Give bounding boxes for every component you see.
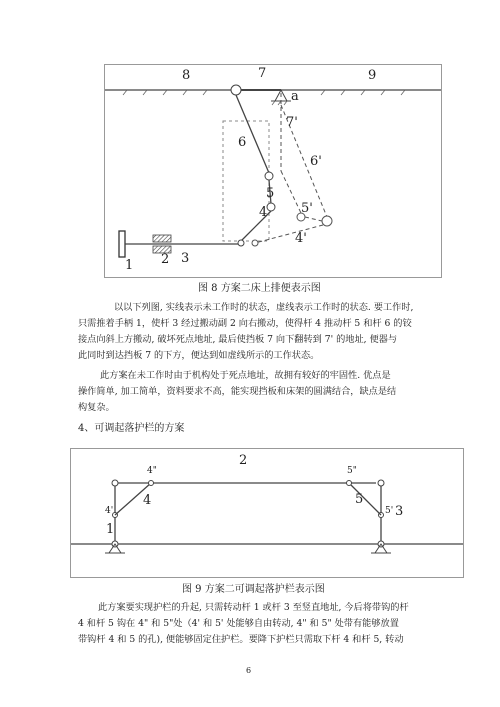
label-4: 4 [259, 205, 268, 220]
figure-9 [70, 448, 464, 578]
label-5-prime: 5' [385, 506, 394, 516]
label-4-prime: 4' [295, 231, 307, 246]
label-2: 2 [239, 453, 248, 468]
figure-8-drawing [105, 65, 441, 277]
paragraph-1-line: 接点向斜上方搬动, 破坏死点地址, 最后使挡板 7 向下翻转到 7' 的地址, 便器与 [78, 334, 398, 345]
paragraph-1-line: 只需推着手柄 1，使杆 3 经过搬动副 2 向右搬动，使得杆 4 推动杆 5 和杆 6 的铰 [78, 318, 412, 329]
page-number: 6 [246, 666, 252, 675]
label-5-prime: 5' [301, 201, 313, 216]
figure-9-drawing [71, 449, 463, 577]
label-4: 4 [143, 493, 152, 508]
section-heading: 4、可调起落护栏的方案 [78, 423, 185, 434]
label-1: 1 [106, 522, 115, 537]
paragraph-1-line: 此同时到达挡板 7 的下方，便达到如虚线所示的工作状态。 [78, 350, 320, 361]
label-6: 6 [238, 135, 247, 150]
paragraph-1 [78, 300, 438, 364]
figure-8-caption: 图 8 方案二床上排便表示图 [198, 283, 321, 294]
label-8: 8 [182, 68, 191, 83]
label-5-double-prime: 5" [347, 466, 357, 476]
label-7-prime: 7' [286, 115, 298, 130]
label-2: 2 [161, 252, 170, 267]
paragraph-3-line: 带钩杆 4 和 5 的孔), 便能够固定住护栏。要降下护栏只需取下杆 4 和杆 5, 转动 [78, 634, 404, 645]
label-5: 5 [355, 492, 364, 507]
label-9: 9 [368, 68, 377, 83]
label-3: 3 [395, 504, 404, 519]
label-3: 3 [181, 251, 190, 266]
paragraph-2-line: 构复杂。 [78, 402, 115, 413]
paragraph-2 [78, 368, 438, 416]
label-5: 5 [266, 186, 275, 201]
label-7: 7 [258, 66, 267, 81]
paragraph-3-line: 此方案要实现护栏的升起, 只需转动杆 1 或杆 3 至竖直地址, 今后将带钩的杆 [98, 602, 409, 613]
label-a: a [291, 89, 299, 104]
paragraph-1-line: 以以下列图, 实线表示未工作时的状态，虚线表示工作时的状态. 要工作时, [114, 302, 414, 313]
label-6-prime: 6' [310, 154, 322, 169]
label-4-double-prime: 4" [147, 466, 157, 476]
label-4-prime: 4' [105, 506, 114, 516]
figure-9-caption: 图 9 方案二可调起落护栏表示图 [182, 584, 325, 595]
paragraph-2-line: 操作简单, 加工简单，资料要求不高，能实现挡板和床架的圆满结合，缺点是结 [78, 386, 397, 397]
figure-8 [104, 64, 442, 278]
paragraph-2-line: 此方案在未工作时由于机构处于死点地址，故拥有较好的牢固性. 优点是 [100, 370, 391, 381]
label-1: 1 [125, 258, 134, 273]
paragraph-3-line: 4 和杆 5 钩在 4" 和 5"处（4' 和 5' 处能够自由转动, 4" 和 5" 处带有能够放置 [78, 618, 399, 629]
paragraph-3 [78, 600, 438, 648]
